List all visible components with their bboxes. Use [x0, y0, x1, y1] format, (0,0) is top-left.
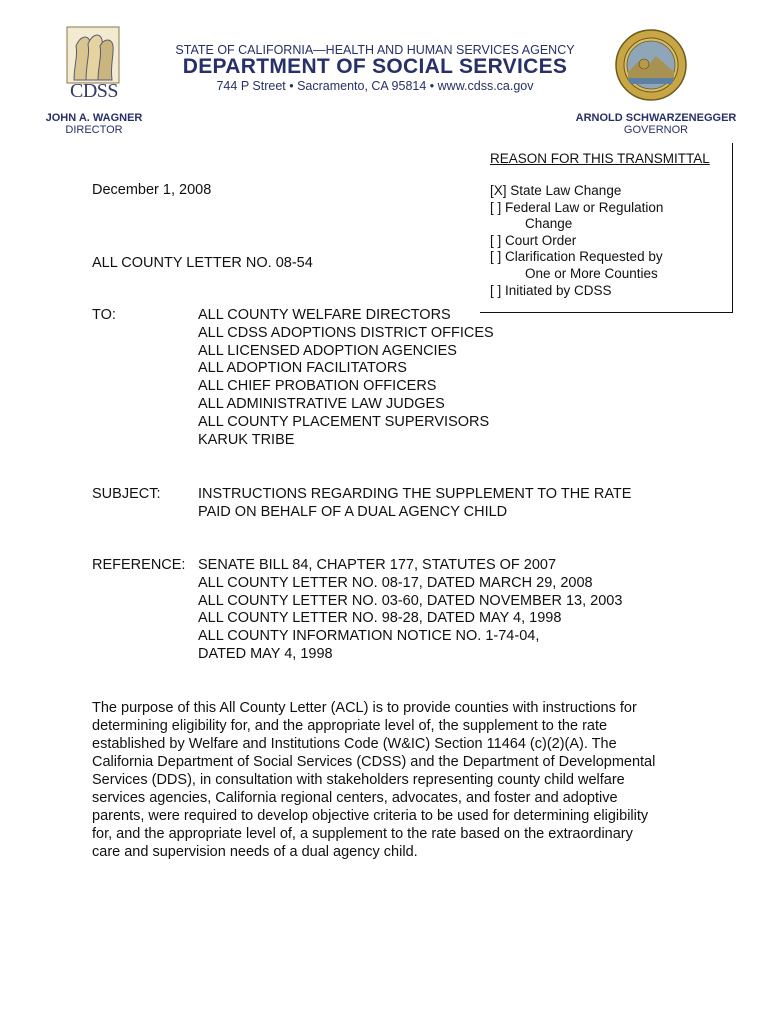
reference-list: [198, 557, 622, 664]
paragraph-line: The purpose of this All County Letter (ACL) is to provide counties with instructions for: [92, 700, 637, 716]
paragraph-line: for, and the appropriate level of, a supplement to the rate based on the extraordinary: [92, 826, 633, 842]
reference-label: REFERENCE:: [92, 557, 186, 573]
california-seal-icon: [614, 28, 688, 102]
purpose-paragraph: [92, 699, 692, 861]
recipient: ALL ADMINISTRATIVE LAW JUDGES: [198, 395, 445, 412]
recipient: ALL COUNTY WELFARE DIRECTORS: [198, 307, 451, 323]
paragraph-line: California Department of Social Services (CDSS) and the Department of Developmental: [92, 754, 656, 770]
agency-name: STATE OF CALIFORNIA—HEALTH AND HUMAN SERVICES AGENCY: [175, 43, 575, 57]
governor-title: GOVERNOR: [623, 124, 689, 136]
transmittal-options: [490, 183, 663, 299]
paragraph-line: parents, were required to develop objective criteria to be used for determining eligibility: [92, 808, 649, 824]
reference-item: ALL COUNTY LETTER NO. 98-28, DATED MAY 4, 1998: [198, 610, 562, 627]
subject-label: SUBJECT:: [92, 486, 161, 502]
transmittal-option: One or More Counties: [525, 265, 658, 281]
paragraph-line: Services (DDS), in consultation with stakeholders representing county child welfare: [92, 772, 625, 788]
reference-item: ALL COUNTY INFORMATION NOTICE NO. 1-74-04,: [198, 628, 540, 645]
paragraph-line: services agencies, California regional centers, advocates, and foster and adoptive: [92, 790, 618, 806]
transmittal-option: [ ] Federal Law or Regulation: [490, 199, 664, 215]
recipient: ALL COUNTY PLACEMENT SUPERVISORS: [198, 413, 490, 430]
reference-item: ALL COUNTY LETTER NO. 03-60, DATED NOVEMBER 13, 2003: [198, 592, 623, 609]
transmittal-option: [X] State Law Change: [490, 183, 622, 198]
letter-number: ALL COUNTY LETTER NO. 08-54: [92, 255, 313, 271]
subject-line: PAID ON BEHALF OF A DUAL AGENCY CHILD: [198, 503, 508, 520]
subject-text: [198, 486, 631, 521]
transmittal-option: [ ] Court Order: [490, 232, 577, 248]
recipient: ALL CHIEF PROBATION OFFICERS: [198, 378, 437, 395]
transmittal-heading: REASON FOR THIS TRANSMITTAL: [490, 151, 710, 166]
reference-item: SENATE BILL 84, CHAPTER 177, STATUTES OF 2007: [198, 557, 557, 573]
paragraph-line: determining eligibility for, and the appropriate level of, the supplement to the rate: [92, 718, 608, 734]
recipient-list: [198, 307, 494, 449]
reference-item: ALL COUNTY LETTER NO. 08-17, DATED MARCH 29, 2008: [198, 574, 593, 591]
paragraph-line: established by Welfare and Institutions Code (W&IC) Section 11464 (c)(2)(A). The: [92, 736, 617, 752]
to-label: TO:: [92, 307, 116, 323]
recipient: KARUK TRIBE: [198, 431, 295, 448]
recipient: ALL CDSS ADOPTIONS DISTRICT OFFICES: [198, 324, 494, 341]
transmittal-option: [ ] Clarification Requested by: [490, 249, 663, 265]
address-line: 744 P Street • Sacramento, CA 95814 • www.cdss.ca.gov: [216, 79, 534, 93]
letter-date: December 1, 2008: [92, 182, 212, 198]
subject-line: INSTRUCTIONS REGARDING THE SUPPLEMENT TO THE RATE: [198, 486, 632, 502]
transmittal-option: Change: [525, 216, 573, 232]
director-name: JOHN A. WAGNER: [45, 112, 143, 124]
logo-text: CDSS: [69, 80, 119, 102]
recipient: ALL LICENSED ADOPTION AGENCIES: [198, 342, 457, 359]
paragraph-line: care and supervision needs of a dual agency child.: [92, 844, 418, 860]
department-name: DEPARTMENT OF SOCIAL SERVICES: [182, 55, 568, 78]
director-title: DIRECTOR: [65, 124, 123, 136]
cdss-logo-icon: [66, 26, 120, 84]
reference-item: DATED MAY 4, 1998: [198, 645, 333, 662]
governor-name: ARNOLD SCHWARZENEGGER: [575, 112, 737, 124]
recipient: ALL ADOPTION FACILITATORS: [198, 360, 407, 377]
transmittal-option: [ ] Initiated by CDSS: [490, 282, 612, 298]
